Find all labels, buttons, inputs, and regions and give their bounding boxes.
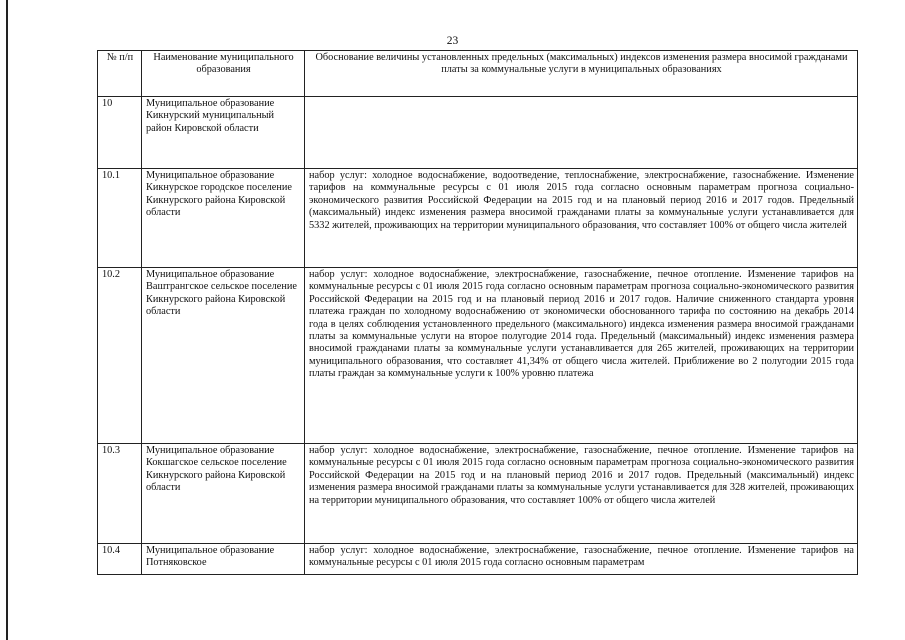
table-header-row <box>98 51 858 97</box>
indices-table <box>97 50 858 575</box>
header-num: № п/п <box>98 51 142 97</box>
row-reason: набор услуг: холодное водоснабжение, электроснабжение, газоснабжение, печное отопление. Изменение тарифов на коммунальные ресурсы с 01 июля 2015 года согласно основным параметрам прогноза социально-экономического развития Российской Федерации на 2015 год и на плановый период 2016 и 2017 годов. Наличие сниженного стандарта уровня платежа граждан по холодному водоснабжению от экономически обоснованного тарифа по состоянию на декабрь 2014 года в целях соблюдения установленного предельного (максимального) индекса изменения размера вносимой гражданами платы за коммунальные услуги на второе полугодие 2014 года. Предельный (максимальный) индекс изменения размера вносимой гражданами платы за коммунальные услуги устанавливается для 265 жителей, проживающих на территории муниципального образования, что составляет 41,34% от общего числа жителей. Приближение во 2 полугодии 2015 года платы граждан за коммунальные услуги к 100% уровню платежа <box>305 268 858 444</box>
row-num: 10.2 <box>98 268 142 444</box>
row-name: Муниципальное образование Ваштрангское сельское поселение Кикнурского района Кировской области <box>142 268 305 444</box>
table-row <box>98 97 858 169</box>
row-num: 10.1 <box>98 169 142 268</box>
table-row <box>98 268 858 444</box>
row-name: Муниципальное образование Кикнурский муниципальный район Кировской области <box>142 97 305 169</box>
page-number: 23 <box>446 35 459 47</box>
row-name: Муниципальное образование Кикнурское городское поселение Кикнурского района Кировской области <box>142 169 305 268</box>
header-name: Наименование муниципального образования <box>142 51 305 97</box>
row-num: 10.3 <box>98 444 142 544</box>
header-reason: Обоснование величины установленных предельных (максимальных) индексов изменения размера вносимой гражданами платы за коммунальные услуги в муниципальных образованиях <box>305 51 858 97</box>
row-name: Муниципальное образование Потняковское <box>142 544 305 575</box>
row-reason: набор услуг: холодное водоснабжение, электроснабжение, газоснабжение, печное отопление. Изменение тарифов на коммунальные ресурсы с 01 июля 2015 года согласно основным параметрам <box>305 544 858 575</box>
page-left-edge-line <box>6 0 8 640</box>
row-num: 10 <box>98 97 142 169</box>
row-reason: набор услуг: холодное водоснабжение, водоотведение, теплоснабжение, электроснабжение, газоснабжение. Изменение тарифов на коммунальные ресурсы с 01 июля 2015 года согласно основным параметрам прогноза социально-экономического развития Российской Федерации на 2015 год и на плановый период 2016 и 2017 годов. Предельный (максимальный) индекс изменения размера вносимой гражданами платы за коммунальные услуги устанавливается для 5332 жителей, проживающих на территории муниципального образования, что составляет 100% от общего числа жителей <box>305 169 858 268</box>
table-row <box>98 444 858 544</box>
row-name: Муниципальное образование Кокшагское сельское поселение Кикнурского района Кировской области <box>142 444 305 544</box>
table-row <box>98 544 858 575</box>
row-reason: набор услуг: холодное водоснабжение, электроснабжение, газоснабжение, печное отопление. Изменение тарифов на коммунальные ресурсы с 01 июля 2015 года согласно основным параметрам прогноза социально-экономического развития Российской Федерации на 2015 год и на плановый период 2016 и 2017 годов. Предельный (максимальный) индекс изменения размера вносимой гражданами платы за коммунальные услуги устанавливается для 328 жителей, проживающих на территории муниципального образования, что составляет 100% от общего числа жителей <box>305 444 858 544</box>
table-row <box>98 169 858 268</box>
row-reason <box>305 97 858 169</box>
row-num: 10.4 <box>98 544 142 575</box>
